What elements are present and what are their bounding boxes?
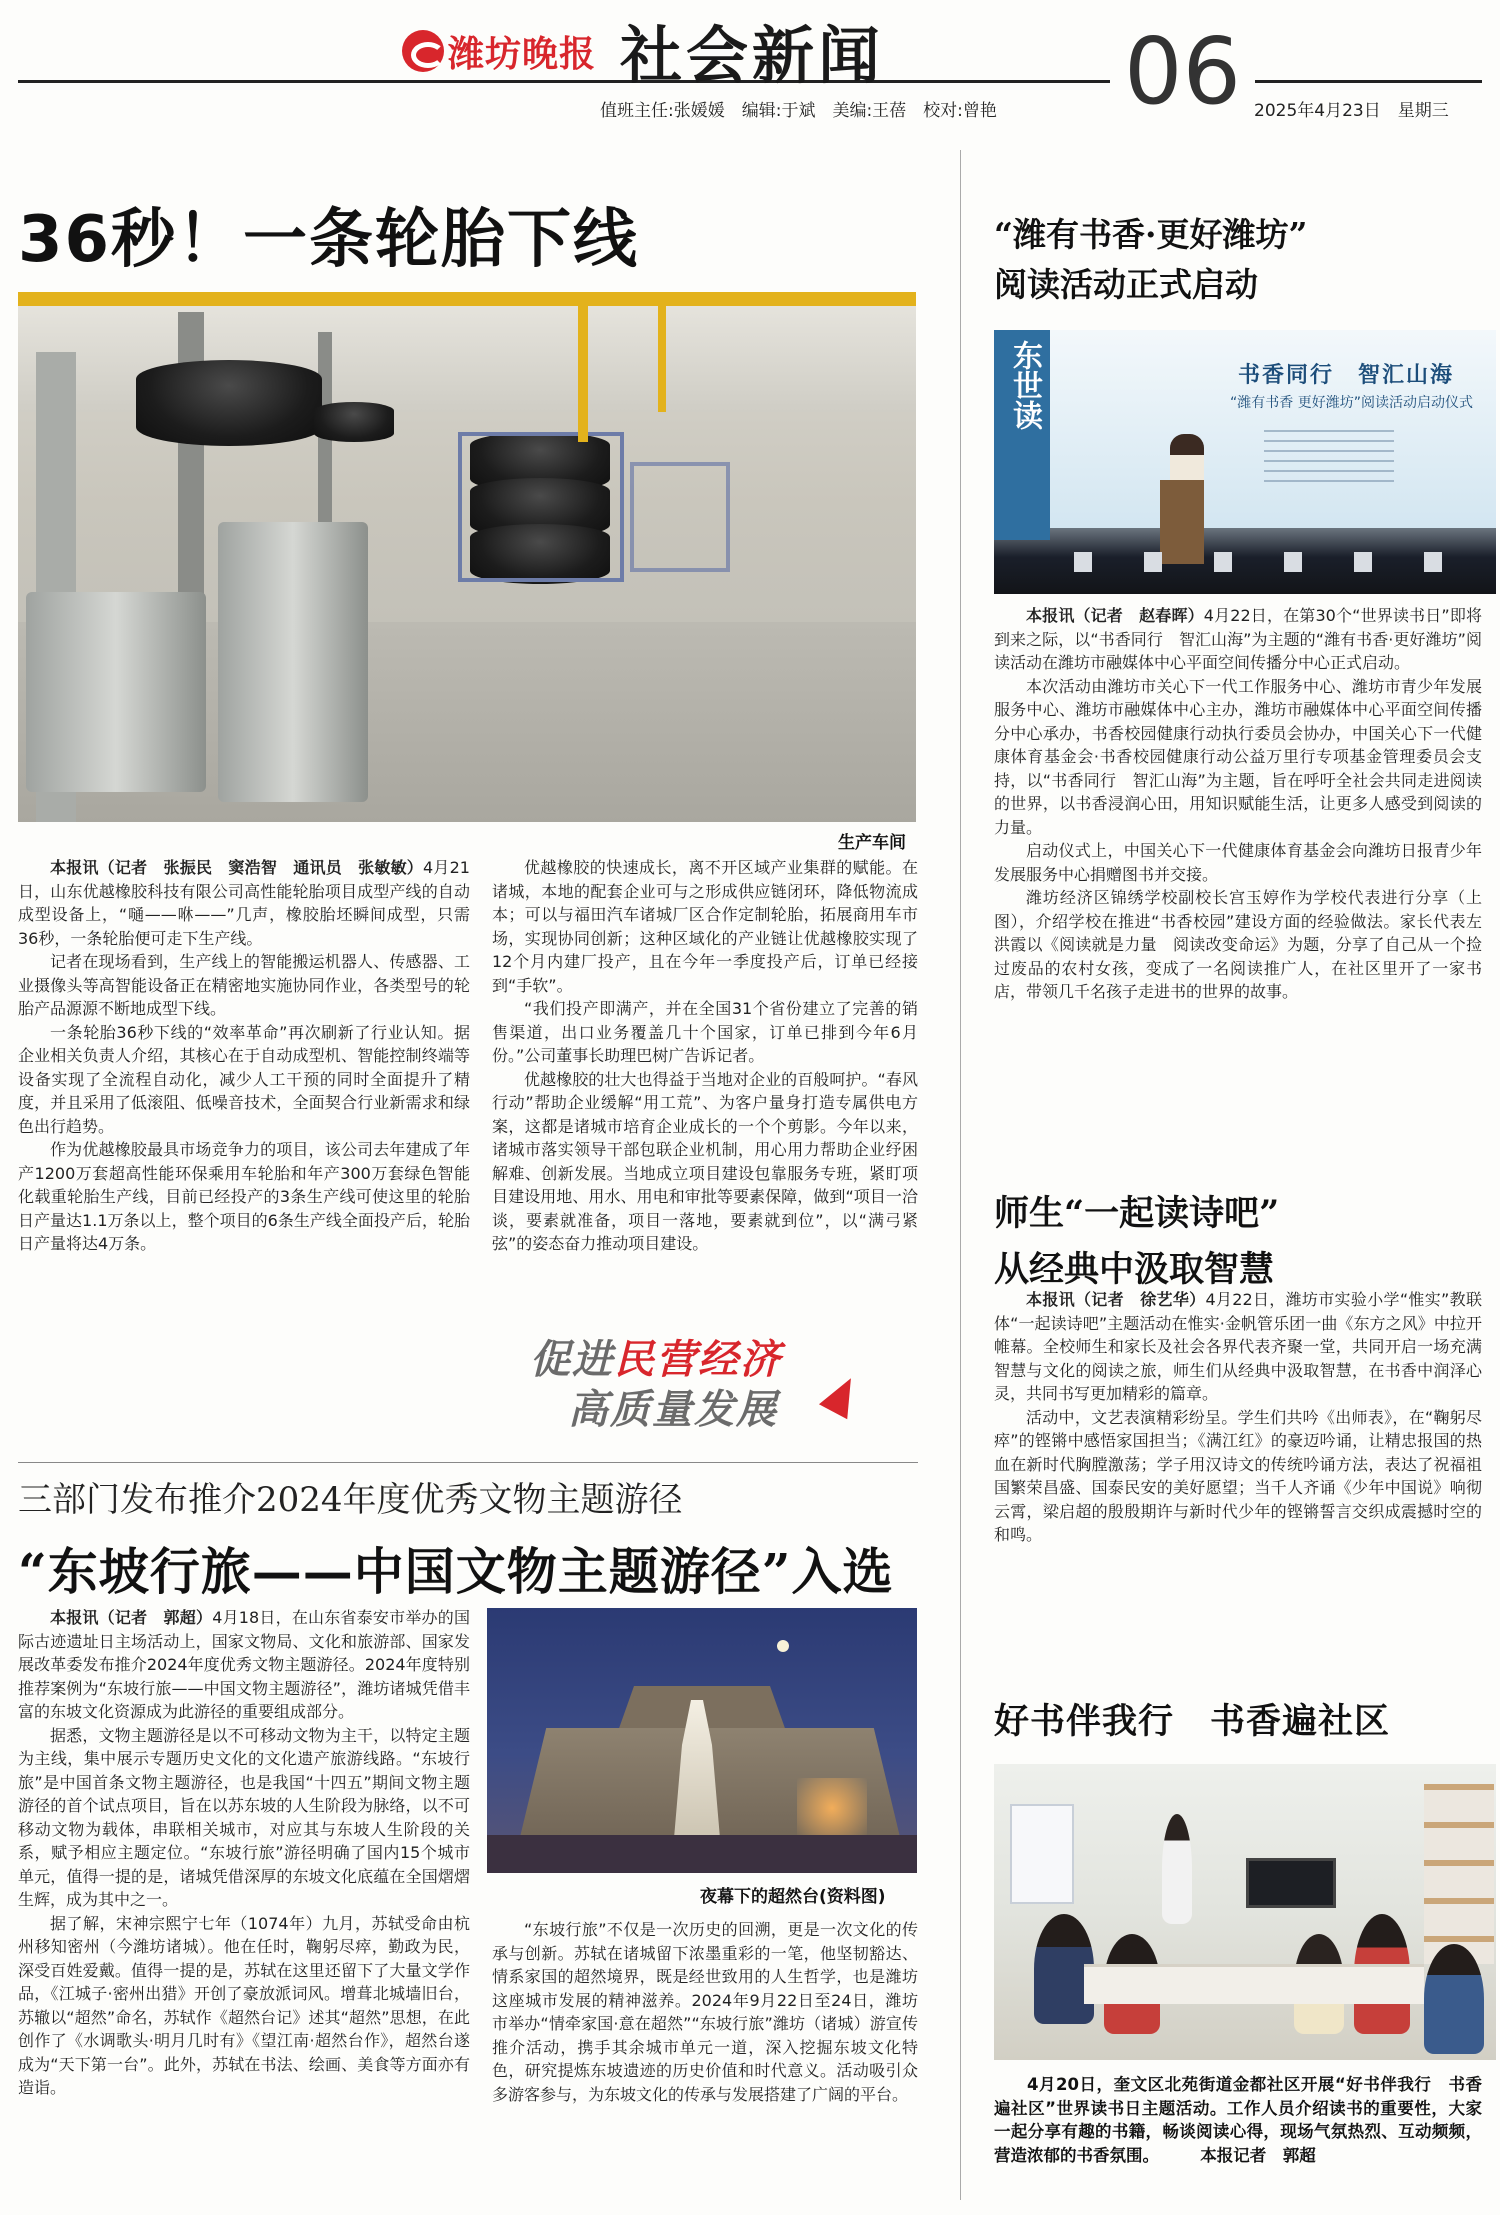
masthead [0,0,1500,130]
article-dongpo-kicker: 三部门发布推介2024年度优秀文物主题游径 [18,1480,683,1520]
reading-launch-paragraph: 本次活动由潍坊市关心下一代工作服务中心、潍坊市青少年发展服务中心、潍坊市融媒体中心主办，潍坊市融媒体中心平面空间传播分中心承办，书香校园健康行动执行委员会协办，中国关心下一代健康体育基金会·书香校园健康行动公益万里行专项基金管理委员会支持，以“书香同行 智汇山海”为主题，旨在呼吁全社会共同走进阅读的世界，以书香浸润心田，用知识赋能生活，让更多人感受到阅读的力量。 [994,676,1482,837]
reading-launch-paragraph: 启动仪式上，中国关心下一代健康体育基金会向潍坊日报青少年发展服务中心捐赠图书并交接。 [994,841,1482,884]
page-number: 06 [1110,22,1255,122]
article-dongpo-paragraph: 据悉，文物主题游径是以不可移动文物为主干，以特定主题为主线，集中展示专题历史文化的文化遗产旅游线路。“东坡行旅”是中国首条文物主题游径，也是我国“十四五”期间文物主题游径的首个试点项目，旨在以苏东坡的人生阶段为脉络，以不可移动文物为载体，串联相关城市，对应其与东坡人生阶段的关系，赋予相应主题定位。“东坡行旅”游径明确了国内15个城市单元，值得一提的是，诸城凭借深厚的东坡文化底蕴在全国熠熠生辉，成为其中之一。 [18,1725,470,1909]
poetry-body [994,1288,1482,1547]
factory-photo-caption: 生产车间 [838,833,906,853]
article-tire-lead: 本报讯（记者 张振民 窦浩智 通讯员 张敏敏）4月21日，山东优越橡胶科技有限公司高性能轮胎项目成型产线的自动成型设备上，“嗵——咻——”几声，橡胶胎坯瞬间成型，只需36秒，一条轮胎便可走下生产线。 [18,858,470,948]
stage-banner-title: 书香同行 智汇山海 [1238,362,1455,388]
poetry-headline: 师生“一起读诗吧” 从经典中汲取智慧 [994,1193,1280,1290]
private-economy-slogan: 促进民营经济 高质量发展 [530,1328,890,1438]
article-dongpo-paragraph: 据了解，宋神宗熙宁七年（1074年）九月，苏轼受命由杭州移知密州（今潍坊诸城）。他在任时，鞠躬尽瘁，勤政为民，深受百姓爱戴。值得一提的是，苏轼在这里还留下了大量文学作品，《江城子·密州出猎》开创了豪放派词风。增葺北城墙旧台，苏辙以“超然”命名，苏轼作《超然台记》述其“超然”思想，在此创作了《水调歌头·明月几时有》《望江南·超然台作》，超然台遂成为“天下第一台”。此外，苏轼在书法、绘画、美食等方面亦有造诣。 [18,1913,470,2097]
section-title: 社会新闻 [620,19,885,92]
reading-launch-lead: 本报讯（记者 赵春晖）4月22日，在第30个“世界读书日”即将到来之际，以“书香同行 智汇山海”为主题的“潍有书香·更好潍坊”阅读活动在潍坊市融媒体中心平面空间传播分中心正式启动。 [994,606,1482,672]
community-reading-photo [994,1764,1496,2060]
poetry-lead: 本报讯（记者 徐艺华）4月22日，潍坊市实验小学“惟实”教联体“一起读诗吧”主题活动在惟实·金帆管乐团一曲《东方之风》中拉开帷幕。全校师生和家长及社会各界代表齐聚一堂，共同开启一场充满智慧与文化的阅读之旅，师生们从经典中汲取智慧，在书香中润泽心灵，共同书写更加精彩的篇章。 [994,1290,1482,1403]
article-tire-paragraph: 记者在现场看到，生产线上的智能搬运机器人、传感器、工业摄像头等高智能设备正在精密地实施协同作业，各类型号的轮胎产品源源不断地成型下线。 [18,952,470,1018]
poetry-paragraph: 活动中，文艺表演精彩纷呈。学生们共吟《出师表》，在“鞠躬尽瘁”的铿锵中感悟家国担当；《满江红》的豪迈吟诵，让精忠报国的热血在新时代胸膛激荡；学子用汉诗文的传统吟诵方法，表达了祝福祖国繁荣昌盛、国泰民安的美好愿望；当千人齐诵《少年中国说》响彻云霄，梁启超的殷殷期许与新时代少年的铿锵誓言交织成震撼时空的和鸣。 [994,1407,1482,1544]
stage-side-banner: 东世读 [1007,340,1042,430]
article-dongpo-lead: 本报讯（记者 郭超）4月18日，在山东省泰安市举办的国际古迹遗址日主场活动上，国家文物局、文化和旅游部、国家发展改革委发布推介2024年度优秀文物主题游径。2024年度特别推荐案例为“东坡行旅——中国文物主题游径”，潍坊诸城凭借丰富的东坡文化资源成为此游径的重要组成部分。 [18,1608,470,1721]
section-divider [18,1462,918,1463]
poetry-byline: 本报讯（记者 徐艺华） [1026,1290,1206,1309]
article-dongpo-paragraph: “东坡行旅”不仅是一次历史的回溯，更是一次文化的传承与创新。苏轼在诸城留下浓墨重彩的一笔，他坚韧豁达、情系家国的超然境界，既是经世致用的人生哲学，也是潍坊这座城市发展的精神滋养。2024年9月22日至24日，潍坊市举办“情牵家国·意在超然”“东坡行旅”潍坊（诸城）游宣传推介活动，携手其余城市单元一道，深入挖掘东坡文化特色，研究提炼东坡遗迹的历史价值和时代意义。活动吸引众多游客参与，为东坡文化的传承与发展搭建了广阔的平台。 [492,1920,918,2104]
reading-launch-body [994,604,1482,1004]
up-arrow-icon [819,1371,865,1420]
logo-swirl-icon [402,30,444,72]
article-tire-paragraph: “我们投产即满产，并在全国31个省份建立了完善的销售渠道，出口业务覆盖几十个国家，订单已排到今年6月份。”公司董事长助理巴树广告诉记者。 [492,999,918,1065]
article-dongpo-body-right [492,1918,918,2106]
moon [777,1640,789,1652]
community-reading-caption: 4月20日，奎文区北苑街道金都社区开展“好书伴我行 书香遍社区”世界读书日主题活动。工作人员介绍读书的重要性，大家一起分享有趣的书籍，畅谈阅读心得，现场气氛热烈、互动频频，营造浓郁的书香氛围。 本报记者 郭超 [994,2075,1482,2165]
article-tire-paragraph: 优越橡胶的壮大也得益于当地对企业的百般呵护。“春风行动”帮助企业缓解“用工荒”、为客户量身打造专属供电方案，这都是诸城市培育企业成长的一个个剪影。今年以来，诸城市落实领导干部包联企业机制，用心用力帮助企业纾困解难、创新发展。当地成立项目建设包靠服务专班，紧盯项目建设用地、用水、用电和审批等要素保障，做到“项目一洽谈，要素就准备，项目一落地，要素就到位”，以“满弓紧弦”的姿态奋力推动项目建设。 [492,1069,918,1253]
chaoran-photo-caption: 夜幕下的超然台(资料图) [700,1887,886,1907]
article-dongpo-headline: “东坡行旅——中国文物主题游径”入选 [18,1542,894,1601]
logo-text: 潍坊晚报 [448,33,597,75]
article-dongpo-body-left [18,1606,470,2100]
staff-credits: 值班主任:张媛媛 编辑:于斌 美编:王蓓 校对:曾艳 [600,101,997,121]
reading-launch-headline: “潍有书香·更好潍坊” 阅读活动正式启动 [994,215,1308,304]
community-reading-headline: 好书伴我行 书香遍社区 [994,1701,1391,1742]
article-tire-paragraph: 一条轮胎36秒下线的“效率革命”再次刷新了行业认知。据企业相关负责人介绍，其核心在于自动成型机、智能控制终端等设备实现了全流程自动化，减少人工干预的同时全面提升了精度，并且采用了低滚阻、低噪音技术，全面契合行业新需求和绿色出行趋势。 [18,1022,470,1136]
publication-date: 2025年4月23日 星期三 [1254,101,1449,121]
article-tire-headline: 36秒！一条轮胎下线 [18,203,640,277]
column-divider [960,150,961,2200]
reading-launch-paragraph: 潍坊经济区锦绣学校副校长宫玉婷作为学校代表进行分享（上图），介绍学校在推进“书香校园”建设方面的经验做法。家长代表左洪霞以《阅读就是力量 阅读改变命运》为题，分享了自己从一个捡过废品的农村女孩，变成了一名阅读推广人，在社区里开了一家书店，带领几千名孩子走进书的世界的故事。 [994,888,1482,1001]
reading-launch-photo [994,330,1496,594]
photo-credit: 本报记者 郭超 [1200,2145,1316,2165]
newspaper-logo [402,26,596,76]
article-dongpo-byline: 本报讯（记者 郭超） [50,1608,213,1627]
factory-photo [18,292,916,822]
stage-banner-subtitle: “潍有书香 更好潍坊”阅读活动启动仪式 [1230,395,1473,411]
article-tire-paragraph: 作为优越橡胶最具市场竞争力的项目，该公司去年建成了年产1200万套超高性能环保乘用车轮胎和年产300万套绿色智能化载重轮胎生产线，目前已经投产的3条生产线可使这里的轮胎日产量达1.1万条以上，整个项目的6条生产线全面投产后，轮胎日产量将达4万条。 [18,1140,470,1253]
chaoran-terrace-photo [487,1608,917,1873]
article-tire-byline: 本报讯（记者 张振民 窦浩智 通讯员 张敏敏） [50,858,424,877]
article-tire-paragraph: 优越橡胶的快速成长，离不开区域产业集群的赋能。在诸城，本地的配套企业可与之形成供应链闭环，降低物流成本；可以与福田汽车诸城厂区合作定制轮胎，拓展商用车市场，实现协同创新；这种区域化的产业链让优越橡胶实现了12个月内建厂投产，且在今年一季度投产后，订单已经接到“手软”。 [492,858,918,995]
reading-launch-byline: 本报讯（记者 赵春晖） [1026,606,1204,625]
article-tire-body-left [18,856,470,1256]
article-tire-body-right [492,856,918,1256]
